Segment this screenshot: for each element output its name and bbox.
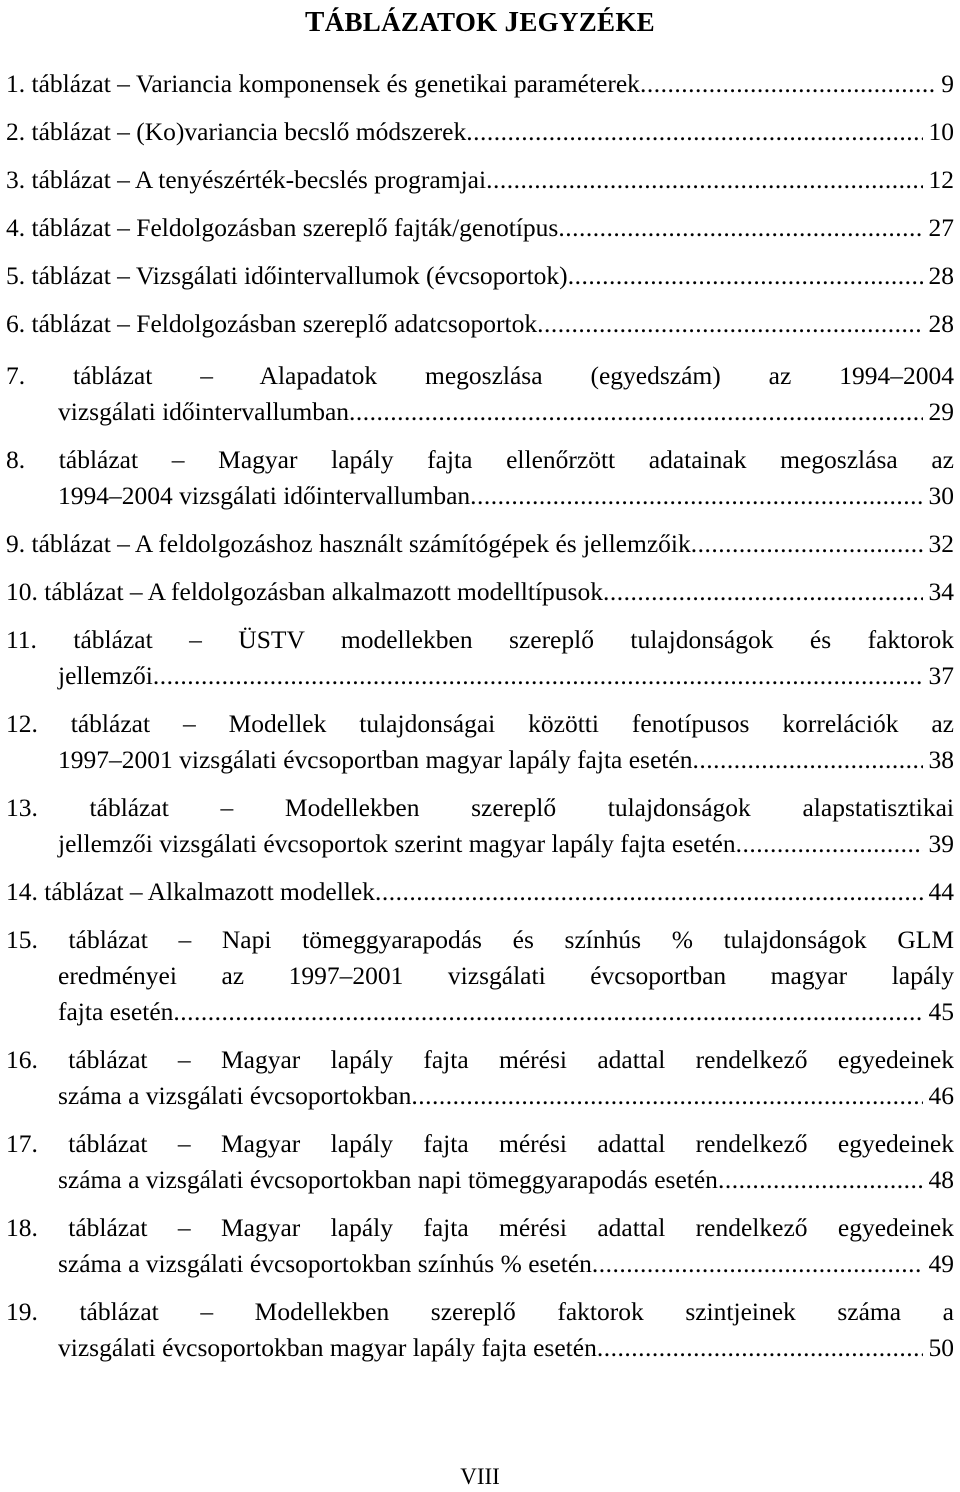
entry-text: száma a vizsgálati évcsoportokban <box>58 1081 412 1110</box>
page-ref: 38 <box>928 745 954 774</box>
toc-line <box>6 874 954 910</box>
toc-entry-13[interactable] <box>6 790 954 862</box>
toc-line: 7. táblázat – Alapadatok megoszlása (egyedszám) az 1994–2004 <box>6 361 954 390</box>
page-ref: 48 <box>928 1165 954 1194</box>
toc-entry-17[interactable] <box>6 1126 954 1198</box>
entry-text: vizsgálati időintervallumban <box>58 397 350 426</box>
leader-dots <box>718 1162 923 1198</box>
entry-text: 1997–2001 vizsgálati évcsoportban magyar lapály fajta esetén <box>58 745 693 774</box>
toc-entry-15[interactable] <box>6 922 954 1030</box>
page-ref: 32 <box>928 529 954 558</box>
toc-entry-8[interactable] <box>6 442 954 514</box>
toc-line: 17. táblázat – Magyar lapály fajta mérési adattal rendelkező egyedeinek <box>6 1129 954 1158</box>
toc-line <box>6 1330 954 1366</box>
toc-line: 15. táblázat – Napi tömeggyarapodás és színhús % tulajdonságok GLM <box>6 925 954 954</box>
leader-dots <box>173 994 922 1030</box>
entry-text: száma a vizsgálati évcsoportokban napi tömeggyarapodás esetén <box>58 1165 718 1194</box>
page-ref: 9 <box>941 69 954 98</box>
leader-dots <box>592 1246 923 1282</box>
toc-entry-6[interactable] <box>6 306 954 342</box>
toc-entry-2[interactable] <box>6 114 954 150</box>
leader-dots <box>470 478 922 514</box>
entry-text: jellemzői <box>58 661 153 690</box>
toc-line: 8. táblázat – Magyar lapály fajta ellenőrzött adatainak megoszlása az <box>6 445 954 474</box>
toc-line <box>6 526 954 562</box>
leader-dots <box>736 826 923 862</box>
page-ref: 30 <box>928 481 954 510</box>
entry-text: 2. táblázat – (Ko)variancia becslő módszerek <box>6 117 467 146</box>
leader-dots <box>568 258 923 294</box>
leader-dots <box>558 210 922 246</box>
entry-text: 1994–2004 vizsgálati időintervallumban <box>58 481 471 510</box>
page-ref: 44 <box>928 877 954 906</box>
page-title <box>0 2 960 42</box>
page-ref: 39 <box>928 829 954 858</box>
page-ref: 27 <box>928 213 954 242</box>
page-ref: 49 <box>928 1249 954 1278</box>
entry-text: 10. táblázat – A feldolgozásban alkalmazott modelltípusok <box>6 577 603 606</box>
toc-line <box>6 826 954 862</box>
toc-line <box>6 258 954 294</box>
toc-line <box>6 66 954 102</box>
page-number: VIII <box>460 1464 500 1489</box>
toc-line: 13. táblázat – Modellekben szereplő tulajdonságok alapstatisztikai <box>6 793 954 822</box>
toc-entry-12[interactable] <box>6 706 954 778</box>
toc-entry-18[interactable] <box>6 1210 954 1282</box>
toc-entry-9[interactable] <box>6 526 954 562</box>
page-ref: 10 <box>928 117 954 146</box>
toc-line <box>6 162 954 198</box>
page-ref: 28 <box>928 309 954 338</box>
leader-dots <box>691 526 923 562</box>
toc-entry-14[interactable] <box>6 874 954 910</box>
toc-entry-1[interactable] <box>6 66 954 102</box>
leader-dots <box>692 742 922 778</box>
entry-text: vizsgálati évcsoportokban magyar lapály fajta esetén <box>58 1333 597 1362</box>
leader-dots <box>466 114 922 150</box>
toc-entry-4[interactable] <box>6 210 954 246</box>
leader-dots <box>375 874 923 910</box>
entry-text: 5. táblázat – Vizsgálati időintervallumok (évcsoportok) <box>6 261 568 290</box>
entry-text: fajta esetén <box>58 997 174 1026</box>
entry-text: száma a vizsgálati évcsoportokban színhús % esetén <box>58 1249 592 1278</box>
entry-text: 6. táblázat – Feldolgozásban szereplő adatcsoportok <box>6 309 538 338</box>
entry-text: 4. táblázat – Feldolgozásban szereplő fajták/genotípus <box>6 213 559 242</box>
page-ref: 12 <box>928 165 954 194</box>
toc-line <box>6 1162 954 1198</box>
toc-line <box>6 394 954 430</box>
toc-entry-11[interactable] <box>6 622 954 694</box>
toc-line <box>6 114 954 150</box>
leader-dots <box>153 658 923 694</box>
toc-line: 12. táblázat – Modellek tulajdonságai közötti fenotípusos korrelációk az <box>6 709 954 738</box>
leader-dots <box>640 66 935 102</box>
toc-line: eredményei az 1997–2001 vizsgálati évcsoportban magyar lapály <box>58 961 954 990</box>
page-ref: 29 <box>928 397 954 426</box>
entry-text: 9. táblázat – A feldolgozáshoz használt számítógépek és jellemzőik <box>6 529 691 558</box>
title-rest-2: EGYZÉKE <box>519 7 655 37</box>
toc-line <box>6 306 954 342</box>
leader-dots <box>486 162 922 198</box>
toc-line <box>6 574 954 610</box>
leader-dots <box>411 1078 922 1114</box>
toc-line <box>6 994 954 1030</box>
toc-entry-5[interactable] <box>6 258 954 294</box>
page-ref: 37 <box>928 661 954 690</box>
page-ref: 50 <box>928 1333 954 1362</box>
toc-entry-16[interactable] <box>6 1042 954 1114</box>
toc-line <box>6 1246 954 1282</box>
leader-dots <box>597 1330 923 1366</box>
page-ref: 46 <box>928 1081 954 1110</box>
toc-line <box>6 478 954 514</box>
toc-line <box>6 210 954 246</box>
toc-line: 16. táblázat – Magyar lapály fajta mérési adattal rendelkező egyedeinek <box>6 1045 954 1074</box>
page-ref: 28 <box>928 261 954 290</box>
title-initial-1: T <box>305 6 325 38</box>
title-initial-2: J <box>504 6 520 38</box>
page-ref: 34 <box>928 577 954 606</box>
entry-text: 14. táblázat – Alkalmazott modellek <box>6 877 375 906</box>
toc-entry-7[interactable] <box>6 358 954 430</box>
leader-dots <box>603 574 923 610</box>
title-rest-1: ÁBLÁZATOK <box>324 7 505 37</box>
entry-text: 3. táblázat – A tenyészérték-becslés programjai <box>6 165 487 194</box>
toc-line <box>6 658 954 694</box>
toc-line: 18. táblázat – Magyar lapály fajta mérési adattal rendelkező egyedeinek <box>6 1213 954 1242</box>
entry-text: 1. táblázat – Variancia komponensek és genetikai paraméterek <box>6 69 640 98</box>
toc-entry-19[interactable] <box>6 1294 954 1366</box>
toc-entry-10[interactable] <box>6 574 954 610</box>
page-ref: 45 <box>928 997 954 1026</box>
toc-entry-3[interactable] <box>6 162 954 198</box>
toc-line <box>6 1078 954 1114</box>
leader-dots <box>537 306 922 342</box>
leader-dots <box>349 394 922 430</box>
entry-text: jellemzői vizsgálati évcsoportok szerint magyar lapály fajta esetén <box>58 829 736 858</box>
toc-line <box>6 742 954 778</box>
toc-line: 11. táblázat – ÜSTV modellekben szereplő tulajdonságok és faktorok <box>6 625 954 654</box>
toc-line: 19. táblázat – Modellekben szereplő faktorok szintjeinek száma a <box>6 1297 954 1326</box>
